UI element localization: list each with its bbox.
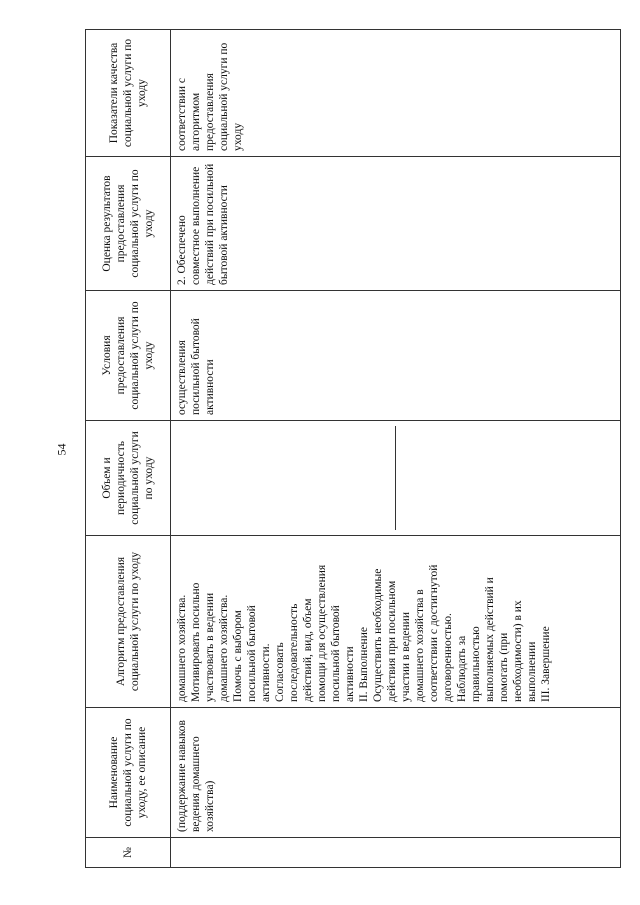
cell-volume-top [175,426,395,530]
header-quality: Показатели качества социальной услуги по уходу [86,30,171,157]
algorithm-line: II. Выполнение [358,627,371,702]
cell-quality: соответствии с алгоритмом предоставления социальной услуги по уходу [171,30,621,157]
algorithm-line: домашнего хозяйства в [414,589,427,702]
algorithm-line: Наблюдать за [456,635,469,702]
header-assessment: Оценка результатов предоставления социальной услуги по уходу [86,157,171,291]
algorithm-line: посильной бытовой [330,605,343,702]
algorithm-line: домашнего хозяйства. [176,594,188,702]
algorithm-line: выполнении [526,641,539,702]
algorithm-line: действия при посильном [386,580,399,702]
algorithm-line: участии в ведении [400,612,413,702]
page-number: 54 [54,443,69,456]
algorithm-line: договоренностью. [442,613,455,702]
cell-name: (поддержание навыков ведения домашнего хозяйства) [171,708,621,838]
algorithm-line: Помочь с выбором [232,610,245,702]
algorithm-line: участвовать в ведении [204,592,217,702]
algorithm-line: последовательность [288,603,301,702]
header-algorithm: Алгоритм предоставления социальной услуги по уходу [86,536,171,708]
algorithm-line: необходимости) в их [512,600,525,702]
algorithm-line: правильностью [470,626,483,702]
algorithm-line: помогать (при [498,632,511,702]
rotated-page-container [85,30,621,868]
algorithm-line: посильной бытовой [246,605,259,702]
table-row [171,30,621,868]
algorithm-line: Осуществить необходимые [372,568,385,702]
algorithm-line: активности [344,646,357,702]
rotated-table-wrapper [85,30,621,868]
algorithm-line: соответствии с достигнутой [428,564,441,702]
algorithm-line: действий, вид, объем [302,598,315,702]
cell-algorithm [171,536,621,708]
cell-volume-bottom [395,426,616,530]
algorithm-line: III. Завершение [540,626,553,702]
header-num: № [86,838,171,868]
cell-num [171,838,621,868]
table-header-row [86,30,171,868]
algorithm-line: Согласовать [274,642,287,702]
algorithm-line: выполняемых действий и [484,577,497,702]
algorithm-line: помощи для осуществления [316,564,329,702]
cell-conditions: осуществления посильной бытовой активности [171,291,621,421]
algorithm-line: Мотивировать посильно [190,582,203,702]
algorithm-lines [175,541,553,702]
header-name: Наименование социальной услуги по уходу, ее описание [86,708,171,838]
services-table [85,29,621,868]
algorithm-line: активности. [260,643,273,702]
cell-assessment: 2. Обеспечено совместное выполнение действий при посильной бытовой активности [171,157,621,291]
header-volume: Объем и периодичность социальной услуги по уходу [86,421,171,536]
header-conditions: Условия предоставления социальной услуги по уходу [86,291,171,421]
algorithm-line: домашнего хозяйства. [218,594,231,702]
cell-volume [171,421,621,536]
